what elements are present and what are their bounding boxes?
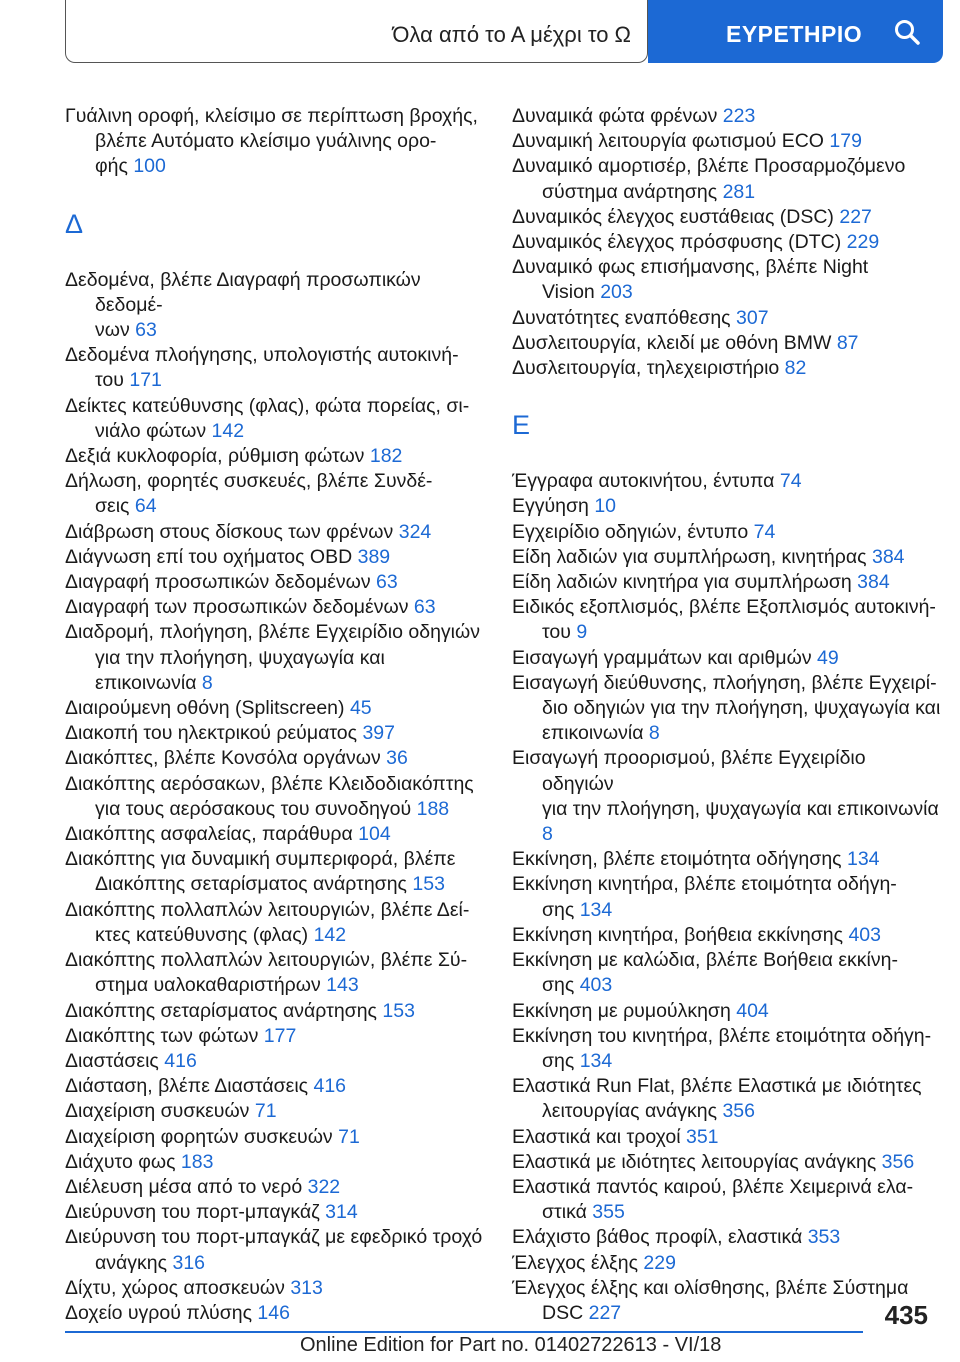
- index-entry-text: Διάχυτο φως: [65, 1150, 176, 1173]
- page-reference-link[interactable]: 134: [579, 898, 613, 921]
- index-entry-text: DSC: [542, 1301, 584, 1324]
- index-entry: [65, 104, 490, 180]
- index-entry: [65, 1276, 490, 1301]
- index-entry-text: Δεξιά κυκλοφορία, ρύθμιση φώτων: [65, 445, 365, 468]
- page-reference-link[interactable]: 179: [829, 130, 862, 153]
- index-entry-text: Ελαστικά και τροχοί: [512, 1125, 681, 1148]
- page-reference-link[interactable]: 10: [594, 495, 617, 518]
- page-reference-link[interactable]: 143: [326, 974, 359, 997]
- index-entry: [65, 268, 490, 344]
- index-entry-text: Εκκίνηση κινητήρα, βοήθεια εκκίνησης: [512, 923, 844, 946]
- index-entry-text: Έλεγχος έλξης και ολίσθησης, βλέπε Σύστημα: [512, 1276, 909, 1299]
- index-entry: [65, 545, 490, 570]
- page-reference-link[interactable]: 142: [211, 419, 245, 442]
- page-reference-link[interactable]: 9: [576, 621, 588, 644]
- index-entry-text: Είδη λαδιών για συμπλήρωση, κινητήρας: [512, 545, 867, 568]
- page-reference-link[interactable]: 182: [369, 445, 403, 468]
- index-tab-label: ΕΥΡΕΤΗΡΙΟ: [726, 21, 863, 47]
- index-entry-text: Εκκίνηση με ρυμούλκηση: [512, 999, 731, 1022]
- page-reference-link[interactable]: 397: [362, 722, 395, 745]
- page-reference-link[interactable]: 324: [398, 520, 432, 543]
- index-entry-text: νων: [95, 319, 130, 342]
- index-entry-text: σης: [542, 974, 575, 997]
- index-entry-text: Δυνατότητες εναπόθεσης: [512, 306, 731, 329]
- index-entry-text: Διάγνωση επί του οχήματος OBD: [65, 545, 353, 568]
- index-entry-text: σης: [542, 1049, 575, 1072]
- index-entry: [512, 1175, 942, 1225]
- index-entry-text: Έγγραφα αυτοκινήτου, έντυπα: [512, 470, 775, 493]
- index-entry: [65, 394, 490, 444]
- index-tab[interactable]: [648, 0, 943, 63]
- index-entry: [512, 356, 942, 381]
- page-reference-link[interactable]: 63: [376, 571, 398, 594]
- index-entry: [512, 872, 942, 922]
- index-entry: [65, 898, 490, 948]
- page-reference-link[interactable]: 281: [722, 180, 756, 203]
- index-entry-text: Ελάχιστο βάθος προφίλ, ελαστικά: [512, 1226, 803, 1249]
- index-entry: [512, 923, 942, 948]
- index-entry: [65, 1175, 490, 1200]
- index-entry-text: Διαγραφή των προσωπικών δεδομένων: [65, 596, 409, 619]
- index-entry: [512, 545, 942, 570]
- footer-edition-text: Online Edition for Part no. 01402722613 - VI/18: [300, 1334, 722, 1356]
- index-entry-text: για την πλοήγηση, ψυχαγωγία και επικοινωνία: [542, 797, 939, 820]
- index-column-right: [512, 104, 942, 1326]
- page-reference-link[interactable]: 203: [600, 281, 633, 304]
- index-entry-text: Δεδομένα, βλέπε Διαγραφή προσωπικών δεδομέ-: [65, 268, 421, 316]
- index-entry-text: Διαδρομή, πλοήγηση, βλέπε Εγχειρίδιο οδηγιών: [65, 621, 480, 644]
- page-reference-link[interactable]: 227: [588, 1301, 622, 1324]
- index-entry-text: Ειδικός εξοπλισμός, βλέπε Εξοπλισμός αυτοκινή-: [512, 596, 936, 619]
- index-entry-text: Εγχειρίδιο οδηγιών, έντυπο: [512, 520, 749, 543]
- index-entry-text: Δείκτες κατεύθυνσης (φλας), φώτα πορείας, σι-: [65, 394, 470, 417]
- index-entry-text: Εκκίνηση κινητήρα, βλέπε ετοιμότητα οδήγη-: [512, 873, 897, 896]
- index-column-left: [65, 104, 490, 1326]
- index-entry: [512, 494, 942, 519]
- page-reference-link[interactable]: 356: [722, 1100, 755, 1123]
- index-entry: [512, 230, 942, 255]
- index-entry-text: κτες κατεύθυνσης (φλας): [95, 923, 309, 946]
- page-reference-link[interactable]: 171: [129, 369, 162, 392]
- index-entry-text: Διαχείριση συσκευών: [65, 1100, 250, 1123]
- page-reference-link[interactable]: 416: [313, 1075, 347, 1098]
- page-reference-link[interactable]: 74: [779, 470, 802, 493]
- page-reference-link[interactable]: 74: [753, 520, 776, 543]
- index-entry-text: Διακόπτης σεταρίσματος ανάρτησης: [65, 999, 377, 1022]
- index-entry-text: Έλεγχος έλξης: [512, 1251, 638, 1274]
- header-tab-label: Όλα από το Α μέχρι το Ω: [392, 22, 631, 47]
- index-entry-text: Δεδομένα πλοήγησης, υπολογιστής αυτοκινή-: [65, 344, 459, 367]
- index-entry-text: Διακόπτης ασφαλείας, παράθυρα: [65, 823, 353, 846]
- page-reference-link[interactable]: 71: [338, 1125, 360, 1148]
- index-entry: [65, 847, 490, 897]
- index-entry-text: Διάσταση, βλέπε Διαστάσεις: [65, 1075, 309, 1098]
- index-entry-text: Διαχείριση φορητών συσκευών: [65, 1125, 333, 1148]
- index-entry: [65, 1024, 490, 1049]
- index-entry-text: Vision: [542, 281, 595, 304]
- index-entry: [512, 847, 942, 872]
- index-entry: [65, 570, 490, 595]
- index-entry-text: Διακόπτης πολλαπλών λειτουργιών, βλέπε Σύ-: [65, 949, 468, 972]
- page-reference-link[interactable]: 351: [685, 1125, 719, 1148]
- index-entry: [65, 469, 490, 519]
- index-entry: [65, 1074, 490, 1099]
- index-entry: [65, 343, 490, 393]
- page-reference-link[interactable]: 188: [416, 797, 450, 820]
- page-reference-link[interactable]: 316: [172, 1251, 206, 1274]
- index-entry: [65, 1200, 490, 1225]
- index-entry: [65, 1150, 490, 1175]
- index-entry-text: Διάβρωση στους δίσκους των φρένων: [65, 520, 394, 543]
- index-entry: [512, 646, 942, 671]
- page-reference-link[interactable]: 314: [325, 1201, 358, 1224]
- index-entry: [512, 154, 942, 204]
- index-entry-text: Ελαστικά με ιδιότητες λειτουργίας ανάγκης: [512, 1150, 877, 1173]
- page-reference-link[interactable]: 45: [349, 697, 372, 720]
- page-reference-link[interactable]: 384: [871, 545, 905, 568]
- page-reference-link[interactable]: 104: [358, 823, 391, 846]
- index-entry-text: Δυναμικό φως επισήμανσης, βλέπε Night: [512, 256, 869, 279]
- index-entry-text: στικά: [542, 1201, 587, 1224]
- page-reference-link[interactable]: 229: [643, 1251, 676, 1274]
- index-entry: [512, 999, 942, 1024]
- index-entry-text: νιάλο φώτων: [95, 419, 207, 442]
- page-reference-link[interactable]: 153: [412, 873, 445, 896]
- index-entry: [512, 746, 942, 847]
- page-reference-link[interactable]: 146: [257, 1301, 290, 1324]
- index-entry-text: Δυναμικό αμορτισέρ, βλέπε Προσαρμοζόμενο: [512, 155, 906, 178]
- index-entry-text: σεις: [95, 495, 130, 518]
- index-entry-text: λειτουργίας ανάγκης: [542, 1100, 718, 1123]
- page-reference-link[interactable]: 313: [290, 1276, 323, 1299]
- page-reference-link[interactable]: 153: [382, 999, 415, 1022]
- page-reference-link[interactable]: 183: [180, 1150, 214, 1173]
- index-entry: [512, 469, 942, 494]
- index-entry-text: επικοινωνία: [542, 722, 644, 745]
- index-entry-text: Δίχτυ, χώρος αποσκευών: [65, 1276, 285, 1299]
- page-reference-link[interactable]: 403: [579, 974, 613, 997]
- index-entry-text: Δυσλειτουργία, κλειδί με οθόνη BMW: [512, 331, 832, 354]
- section-letter: Ε: [512, 410, 531, 441]
- index-entry-text: Διακόπτης σεταρίσματος ανάρτησης: [95, 873, 407, 896]
- index-entry: [65, 696, 490, 721]
- index-entry-text: Δυναμική λειτουργία φωτισμού ECO: [512, 130, 824, 153]
- index-entry-text: Διακόπτες, βλέπε Κονσόλα οργάνων: [65, 747, 381, 770]
- index-entry-text: στημα υαλοκαθαριστήρων: [95, 974, 321, 997]
- page-reference-link[interactable]: 307: [736, 306, 769, 329]
- index-entry: [512, 948, 942, 998]
- index-entry: [65, 746, 490, 771]
- index-entry-text: Δυναμικός έλεγχος πρόσφυσης (DTC): [512, 231, 842, 254]
- index-entry: [65, 1125, 490, 1150]
- page-reference-link[interactable]: 384: [857, 571, 890, 594]
- page-reference-link[interactable]: 322: [307, 1175, 341, 1198]
- index-entry: [512, 520, 942, 545]
- index-entry-text: ανάγκης: [95, 1251, 168, 1274]
- page-reference-link[interactable]: 8: [201, 671, 213, 694]
- index-entry: [65, 948, 490, 998]
- index-entry-text: για τους αερόσακους του συνοδηγού: [95, 797, 412, 820]
- page-reference-link[interactable]: 64: [134, 495, 157, 518]
- index-entry: [65, 520, 490, 545]
- page-reference-link[interactable]: 356: [881, 1150, 915, 1173]
- index-entry: [512, 1125, 942, 1150]
- index-entry: [65, 772, 490, 822]
- index-entry-text: Δυσλειτουργία, τηλεχειριστήριο: [512, 357, 780, 380]
- index-entry-text: Εκκίνηση με καλώδια, βλέπε Βοήθεια εκκίνη-: [512, 949, 898, 972]
- index-entry-text: Διέλευση μέσα από το νερό: [65, 1175, 303, 1198]
- page-reference-link[interactable]: 71: [254, 1100, 277, 1123]
- index-entry-text: Εγγύηση: [512, 495, 589, 518]
- page-reference-link[interactable]: 100: [133, 155, 166, 178]
- index-entry-text: Διαιρούμενη οθόνη (Splitscreen): [65, 697, 345, 720]
- page-reference-link[interactable]: 404: [736, 999, 769, 1022]
- index-entry-text: Είδη λαδιών κινητήρα για συμπλήρωση: [512, 571, 852, 594]
- index-entry: [512, 595, 942, 645]
- index-entry: [512, 570, 942, 595]
- index-entry: [512, 1074, 942, 1124]
- index-entry-text: Διεύρυνση του πορτ-μπαγκάζ με εφεδρικό τροχό: [65, 1226, 483, 1249]
- index-entry: [512, 331, 942, 356]
- index-entry: [65, 595, 490, 620]
- index-entry-text: Εισαγωγή γραμμάτων και αριθμών: [512, 646, 812, 669]
- page-reference-link[interactable]: 8: [648, 722, 660, 745]
- index-entry-text: του: [542, 621, 571, 644]
- index-entry-text: Εισαγωγή προορισμού, βλέπε Εγχειρίδιο οδηγιών: [512, 747, 866, 795]
- search-icon[interactable]: [893, 18, 921, 46]
- index-entry-text: Ελαστικά παντός καιρού, βλέπε Χειμερινά ελα-: [512, 1175, 914, 1198]
- index-entry-text: Δοχείο υγρού πλύσης: [65, 1301, 252, 1324]
- index-entry-text: Γυάλινη οροφή, κλείσιμο σε περίπτωση βροχής,: [65, 105, 478, 127]
- index-entry-text: Διακόπτης πολλαπλών λειτουργιών, βλέπε Δεί-: [65, 898, 470, 921]
- index-entry: [512, 1024, 942, 1074]
- index-entry: [65, 1049, 490, 1074]
- page-reference-link[interactable]: 227: [839, 205, 872, 228]
- index-entry: [65, 1099, 490, 1124]
- index-entry-text: Διακόπτης αερόσακων, βλέπε Κλειδοδιακόπτης: [65, 772, 474, 795]
- page-reference-link[interactable]: 142: [313, 923, 347, 946]
- index-entry: [512, 1225, 942, 1250]
- page-reference-link[interactable]: 403: [848, 923, 881, 946]
- index-entry: [65, 444, 490, 469]
- index-entry-text: Εκκίνηση του κινητήρα, βλέπε ετοιμότητα οδήγη-: [512, 1024, 932, 1047]
- index-entry: [65, 1225, 490, 1275]
- index-entry-text: Δυναμικά φώτα φρένων: [512, 105, 718, 127]
- index-entry-text: Εισαγωγή διεύθυνσης, πλοήγηση, βλέπε Εγχειρί-: [512, 671, 937, 694]
- index-entry-text: σης: [542, 898, 575, 921]
- index-entry-text: Διακοπή του ηλεκτρικού ρεύματος: [65, 722, 358, 745]
- index-entry-text: Δήλωση, φορητές συσκευές, βλέπε Συνδέ-: [65, 470, 433, 493]
- index-entry-text: Διακόπτης των φώτων: [65, 1024, 259, 1047]
- index-entry-text: σύστημα ανάρτησης: [542, 180, 718, 203]
- index-entry-text: Δυναμικός έλεγχος ευστάθειας (DSC): [512, 205, 834, 228]
- index-entry: [512, 129, 942, 154]
- header-tab-a-to-z[interactable]: [65, 0, 648, 63]
- section-letter: Δ: [65, 208, 84, 239]
- page-reference-link[interactable]: 36: [386, 747, 408, 770]
- index-entry: [65, 1301, 490, 1326]
- page-reference-link[interactable]: 223: [722, 105, 756, 127]
- index-entry: [512, 205, 942, 230]
- index-entry-text: του: [95, 369, 124, 392]
- page-reference-link[interactable]: 134: [846, 848, 880, 871]
- page-reference-link[interactable]: 8: [542, 823, 553, 846]
- index-entry-text: βλέπε Αυτόματο κλείσιμο γυάλινης ορο-: [95, 130, 437, 153]
- index-entry-text: Διαστάσεις: [65, 1049, 159, 1072]
- index-entry: [512, 1251, 942, 1276]
- page-reference-link[interactable]: 82: [784, 357, 807, 380]
- index-entry-text: Διακόπτης για δυναμική συμπεριφορά, βλέπε: [65, 848, 456, 871]
- index-entry-text: για την πλοήγηση, ψυχαγωγία και επικοινωνία: [95, 646, 385, 694]
- index-entry-text: φής: [95, 155, 128, 178]
- index-entry-text: Εκκίνηση, βλέπε ετοιμότητα οδήγησης: [512, 848, 842, 871]
- page-reference-link[interactable]: 49: [817, 646, 839, 669]
- index-entry: [512, 104, 942, 129]
- index-entry: [512, 255, 942, 305]
- index-entry-text: Διεύρυνση του πορτ-μπαγκάζ: [65, 1201, 320, 1224]
- index-entry: [512, 1150, 942, 1175]
- index-entry: [512, 671, 942, 747]
- index-entry-text: Διαγραφή προσωπικών δεδομένων: [65, 571, 371, 594]
- page-reference-link[interactable]: 229: [846, 231, 880, 254]
- index-entry-text: διο οδηγιών για την πλοήγηση, ψυχαγωγία και: [542, 697, 941, 720]
- index-entry: [65, 822, 490, 847]
- page-reference-link[interactable]: 389: [357, 545, 391, 568]
- page-reference-link[interactable]: 63: [135, 319, 157, 342]
- index-entry: [65, 620, 490, 696]
- footer-divider: [65, 1331, 863, 1333]
- page-reference-link[interactable]: 177: [263, 1024, 297, 1047]
- page-number: 435: [884, 1300, 928, 1330]
- index-entry: [65, 999, 490, 1024]
- page-reference-link[interactable]: 416: [164, 1049, 197, 1072]
- index-entry-text: Ελαστικά Run Flat, βλέπε Ελαστικά με ιδιότητες: [512, 1075, 922, 1098]
- page-reference-link[interactable]: 355: [592, 1201, 625, 1224]
- index-entry: [512, 306, 942, 331]
- index-entry: [512, 1276, 942, 1326]
- index-entry: [65, 721, 490, 746]
- page-reference-link[interactable]: 353: [807, 1226, 841, 1249]
- page-reference-link[interactable]: 134: [579, 1049, 613, 1072]
- page-reference-link[interactable]: 63: [413, 596, 436, 619]
- page-reference-link[interactable]: 87: [836, 331, 859, 354]
